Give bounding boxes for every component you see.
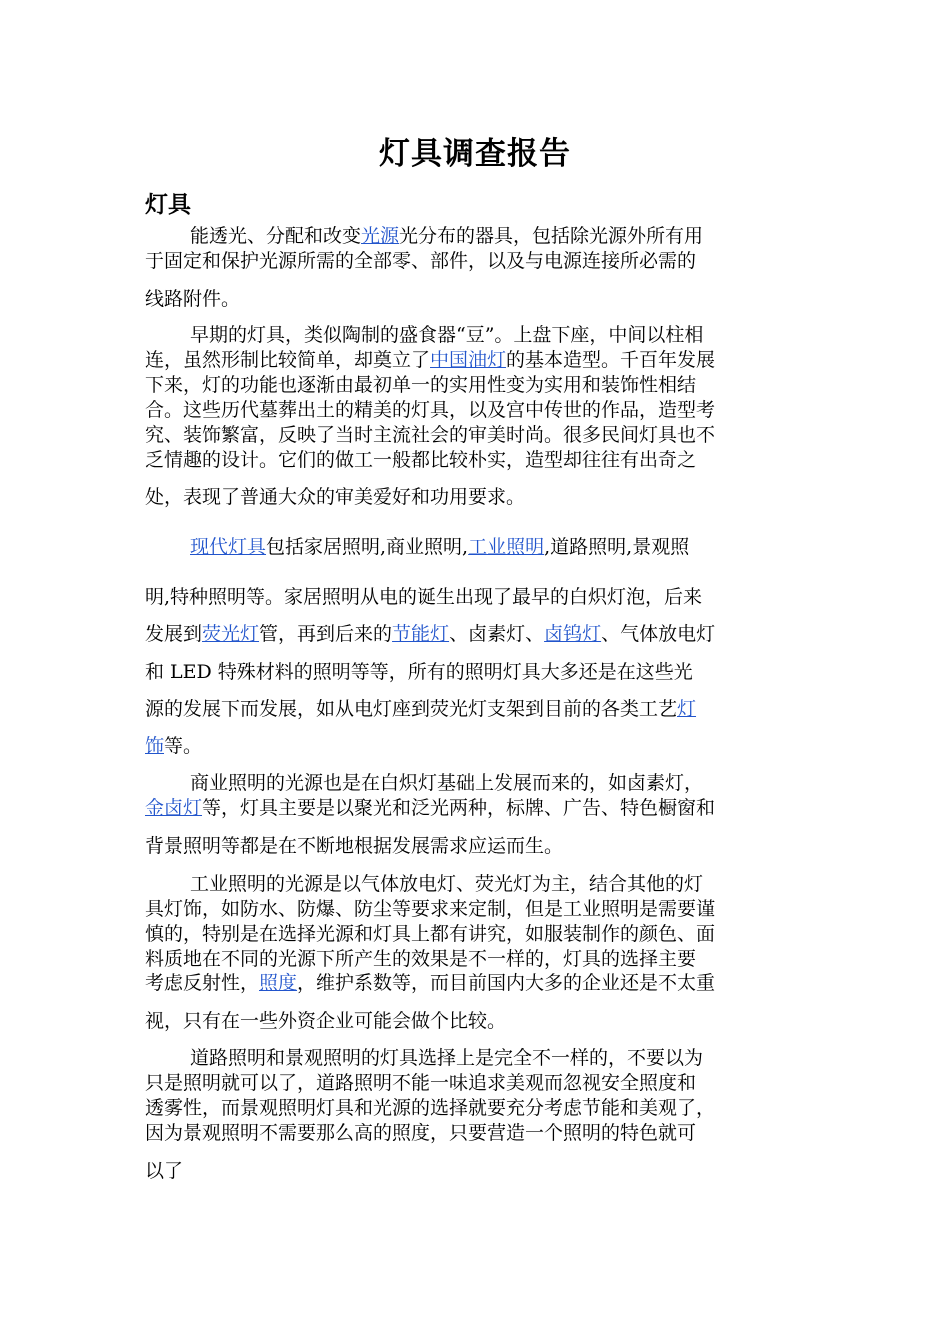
p5-line-6: 视，只有在一些外资企业可能会做个比较。 [145, 1010, 507, 1032]
p4-line-2: 金卤灯等，灯具主要是以聚光和泛光两种，标牌、广告、特色橱窗和 [145, 797, 716, 819]
p1-line-3: 线路附件。 [145, 288, 241, 310]
p4-line-3: 背景照明等都是在不断地根据发展需求应运而生。 [145, 835, 564, 857]
link-modern-lamps[interactable]: 现代灯具 [190, 536, 267, 558]
section-heading: 灯具 [145, 192, 191, 218]
p2-line-1: 早期的灯具，类似陶制的盛食器“豆”。上盘下座，中间以柱相 [190, 324, 704, 346]
p1-line-2: 于固定和保护光源所需的全部零、部件，以及与电源连接所必需的 [145, 250, 697, 272]
p5-line-1: 工业照明的光源是以气体放电灯、荧光灯为主，结合其他的灯 [190, 873, 704, 895]
p5-line-4: 料质地在不同的光源下所产生的效果是不一样的，灯具的选择主要 [145, 948, 697, 970]
p6-line-3: 透雾性，而景观照明灯具和光源的选择就要充分考虑节能和美观了， [145, 1097, 716, 1119]
p3-line-6: 饰等。 [145, 735, 203, 757]
link-halogen-tungsten-lamp[interactable]: 卤钨灯 [544, 623, 602, 645]
link-energy-saving-lamp[interactable]: 节能灯 [392, 623, 450, 645]
link-illuminance[interactable]: 照度 [259, 972, 298, 994]
page-title: 灯具调查报告 [379, 136, 571, 172]
p2-line-5: 究、装饰繁富，反映了当时主流社会的审美时尚。很多民间灯具也不 [145, 424, 716, 446]
link-lamp-decor-part1[interactable]: 灯 [677, 698, 697, 720]
link-industrial-lighting[interactable]: 工业照明 [468, 536, 545, 558]
link-chinese-oil-lamp[interactable]: 中国油灯 [430, 349, 507, 371]
p3-line-1: 现代灯具包括家居照明,商业照明,工业照明,道路照明,景观照 [190, 536, 690, 558]
link-light-source[interactable]: 光源 [361, 225, 400, 247]
p6-line-2: 只是照明就可以了，道路照明不能一味追求美观而忽视安全照度和 [145, 1072, 697, 1094]
p3-line-2: 明,特种照明等。家居照明从电的诞生出现了最早的白炽灯泡，后来 [145, 586, 703, 608]
p6-line-4: 因为景观照明不需要那么高的照度，只要营造一个照明的特色就可 [145, 1122, 697, 1144]
p2-line-6: 乏情趣的设计。它们的做工一般都比较朴实，造型却往往有出奇之 [145, 449, 697, 471]
p3-line-3: 发展到荧光灯管，再到后来的节能灯、卤素灯、卤钨灯、气体放电灯 [145, 623, 716, 645]
p1-line-1: 能透光、分配和改变光源光分布的器具，包括除光源外所有用 [190, 225, 704, 247]
link-lamp-decor-part2[interactable]: 饰 [145, 735, 165, 757]
link-metal-halide-lamp[interactable]: 金卤灯 [145, 797, 203, 819]
p3-line-5: 源的发展下而发展，如从电灯座到荧光灯支架到目前的各类工艺灯 [145, 698, 697, 720]
p6-line-1: 道路照明和景观照明的灯具选择上是完全不一样的，不要以为 [190, 1047, 704, 1069]
p2-line-7: 处，表现了普通大众的审美爱好和功用要求。 [145, 486, 526, 508]
p2-line-2: 连，虽然形制比较简单，却奠立了中国油灯的基本造型。千百年发展 [145, 349, 716, 371]
p2-line-3: 下来，灯的功能也逐渐由最初单一的实用性变为实用和装饰性相结 [145, 374, 697, 396]
p4-line-1: 商业照明的光源也是在白炽灯基础上发展而来的，如卤素灯， [190, 772, 704, 794]
p5-line-3: 慎的，特别是在选择光源和灯具上都有讲究，如服装制作的颜色、面 [145, 923, 716, 945]
p5-line-5: 考虑反射性，照度，维护系数等，而目前国内大多的企业还是不太重 [145, 972, 716, 994]
p3-line-4: 和 LED 特殊材料的照明等等，所有的照明灯具大多还是在这些光 [145, 661, 693, 683]
p2-line-4: 合。这些历代墓葬出土的精美的灯具，以及宫中传世的作品，造型考 [145, 399, 716, 421]
link-fluorescent-lamp[interactable]: 荧光灯 [202, 623, 260, 645]
p5-line-2: 具灯饰，如防水、防爆、防尘等要求来定制，但是工业照明是需要谨 [145, 898, 716, 920]
p6-line-5: 以了 [145, 1160, 184, 1182]
